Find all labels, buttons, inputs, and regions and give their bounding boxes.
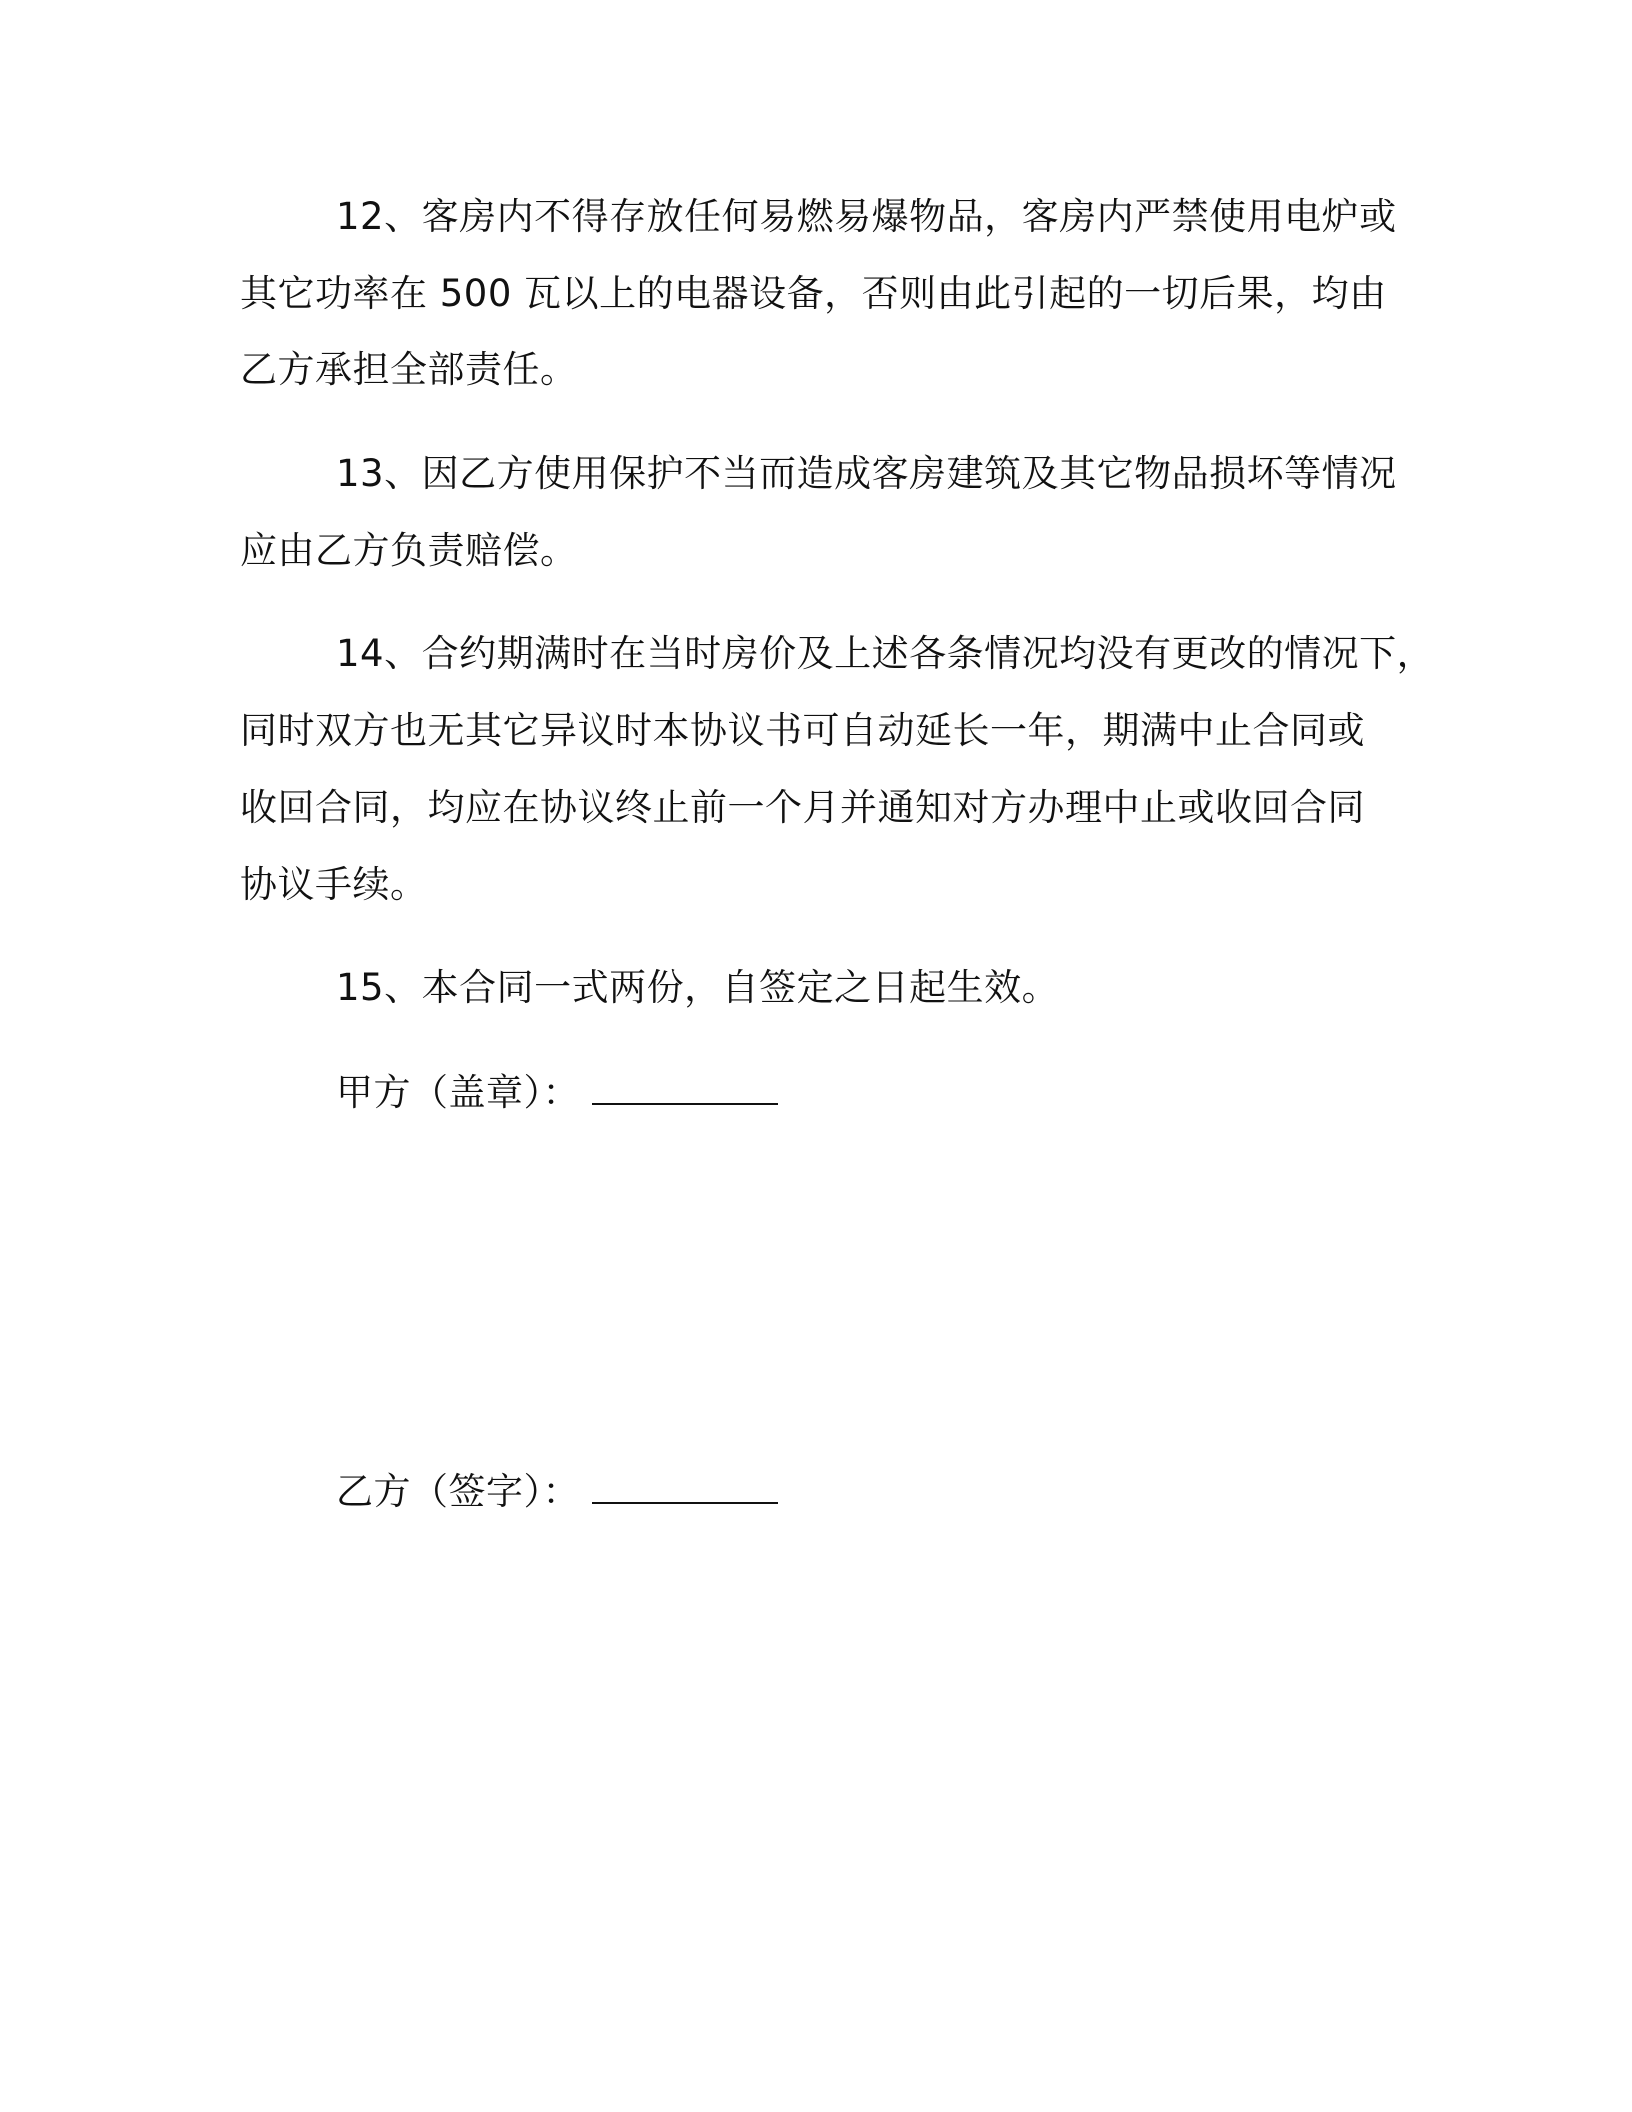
clause-14-line-1: 14、合约期满时在当时房价及上述各条情况均没有更改的情况下， (336, 632, 1435, 675)
clause-14-line-2: 同时双方也无其它异议时本协议书可自动延长一年，期满中止合同或 (240, 709, 1365, 752)
clause-12-line-3: 乙方承担全部责任。 (240, 348, 578, 391)
party-a-signature-line[interactable] (592, 1073, 778, 1105)
clause-12-line-1: 12、客房内不得存放任何易燃易爆物品，客房内严禁使用电炉或 (336, 195, 1397, 238)
clause-12-line-2: 其它功率在 500 瓦以上的电器设备，否则由此引起的一切后果，均由 (240, 272, 1387, 315)
party-a-label: 甲方（盖章）： (336, 1071, 580, 1114)
clause-15-line-1: 15、本合同一式两份，自签定之日起生效。 (336, 966, 1060, 1009)
clause-13-line-1: 13、因乙方使用保护不当而造成客房建筑及其它物品损坏等情况 (336, 452, 1397, 495)
party-b-signature-line[interactable] (592, 1472, 778, 1504)
party-b-label: 乙方（签字）： (336, 1470, 580, 1513)
party-a-signature-row (336, 1067, 778, 1119)
clause-14-line-3: 收回合同，均应在协议终止前一个月并通知对方办理中止或收回合同 (240, 786, 1365, 829)
clause-13-line-2: 应由乙方负责赔偿。 (240, 529, 578, 572)
clause-14-line-4: 协议手续。 (240, 863, 428, 906)
party-b-signature-row (336, 1466, 778, 1518)
